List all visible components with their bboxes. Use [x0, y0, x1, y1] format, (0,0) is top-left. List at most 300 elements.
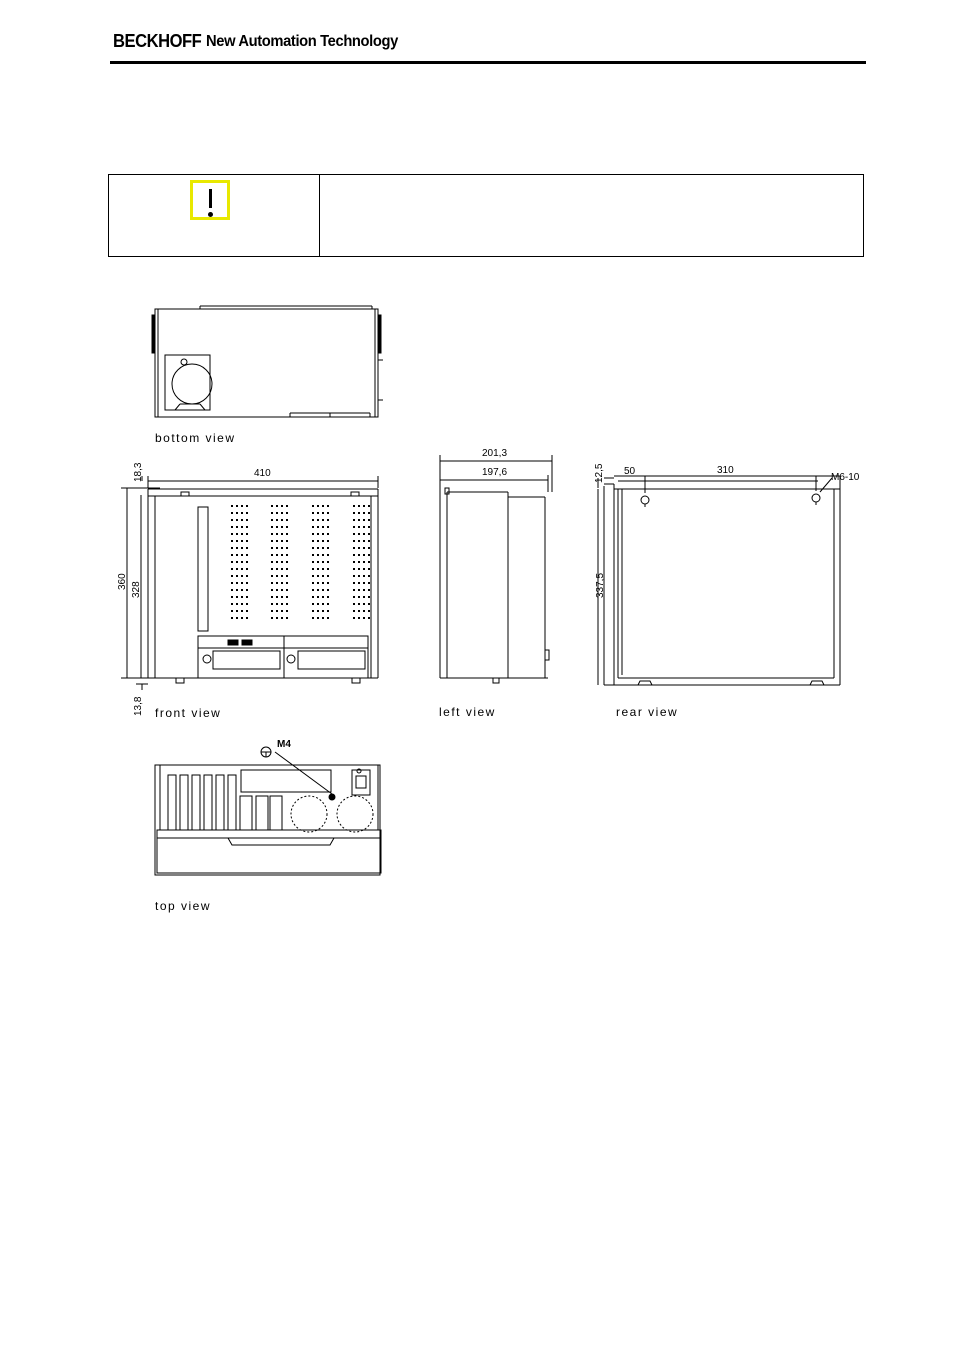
- vent-hole: [363, 547, 365, 549]
- vent-hole: [276, 533, 278, 535]
- vent-hole: [281, 519, 283, 521]
- vent-hole: [322, 547, 324, 549]
- vent-hole: [363, 603, 365, 605]
- left-view-drawing: [440, 455, 552, 683]
- vent-hole: [231, 533, 233, 535]
- dim-left-depth-outer: 201,3: [482, 448, 508, 459]
- vent-hole: [241, 512, 243, 514]
- vent-hole: [236, 568, 238, 570]
- vent-hole: [276, 575, 278, 577]
- vent-hole: [271, 554, 273, 556]
- vent-hole: [271, 505, 273, 507]
- vent-hole: [327, 540, 329, 542]
- vent-hole: [286, 617, 288, 619]
- brand-logo: BECKHOFF: [113, 31, 202, 51]
- vent-hole: [276, 582, 278, 584]
- vent-hole: [353, 547, 355, 549]
- vent-hole: [241, 505, 243, 507]
- vent-hole: [358, 610, 360, 612]
- vent-hole: [312, 617, 314, 619]
- vent-hole: [312, 575, 314, 577]
- vent-hole: [281, 610, 283, 612]
- vent-hole: [241, 519, 243, 521]
- vent-hole: [312, 554, 314, 556]
- vent-hole: [241, 568, 243, 570]
- vent-hole: [322, 617, 324, 619]
- vent-hole: [317, 568, 319, 570]
- vent-hole: [322, 561, 324, 563]
- vent-hole: [276, 603, 278, 605]
- vent-hole: [358, 512, 360, 514]
- vent-hole: [286, 505, 288, 507]
- vent-hole: [322, 596, 324, 598]
- vent-hole: [276, 610, 278, 612]
- vent-hole: [327, 617, 329, 619]
- vent-hole: [327, 526, 329, 528]
- vent-hole: [246, 554, 248, 556]
- vent-hole: [368, 547, 370, 549]
- dim-rear-hole-spacing: 310: [717, 465, 734, 476]
- vent-hole: [353, 533, 355, 535]
- vent-hole: [236, 519, 238, 521]
- vent-hole: [312, 561, 314, 563]
- vent-hole: [312, 603, 314, 605]
- vent-hole: [312, 596, 314, 598]
- vent-hole: [286, 596, 288, 598]
- vent-hole: [327, 505, 329, 507]
- vent-hole: [271, 582, 273, 584]
- vent-hole: [246, 582, 248, 584]
- vent-hole: [281, 540, 283, 542]
- vent-hole: [317, 610, 319, 612]
- vent-hole: [241, 582, 243, 584]
- vent-hole: [363, 533, 365, 535]
- dim-front-bottom-offset: 13,8: [133, 696, 144, 716]
- vent-hole: [281, 568, 283, 570]
- vent-hole: [236, 575, 238, 577]
- vent-hole: [317, 533, 319, 535]
- vent-hole: [322, 589, 324, 591]
- vent-hole: [317, 582, 319, 584]
- vent-hole: [368, 505, 370, 507]
- vent-hole: [246, 575, 248, 577]
- vent-hole: [271, 589, 273, 591]
- vent-hole: [353, 512, 355, 514]
- vent-hole: [271, 526, 273, 528]
- vent-hole: [231, 512, 233, 514]
- front-view-vent-grid: [231, 505, 370, 619]
- vent-hole: [241, 610, 243, 612]
- vent-hole: [246, 617, 248, 619]
- vent-hole: [286, 512, 288, 514]
- exclamation-bar: [209, 189, 212, 208]
- vent-hole: [353, 610, 355, 612]
- vent-hole: [276, 554, 278, 556]
- vent-hole: [363, 561, 365, 563]
- vent-hole: [271, 575, 273, 577]
- vent-hole: [246, 603, 248, 605]
- vent-hole: [358, 526, 360, 528]
- vent-hole: [231, 554, 233, 556]
- page-header: [110, 28, 866, 64]
- vent-hole: [241, 526, 243, 528]
- vent-hole: [286, 561, 288, 563]
- vent-hole: [281, 617, 283, 619]
- vent-hole: [327, 519, 329, 521]
- vent-hole: [231, 603, 233, 605]
- vent-hole: [327, 575, 329, 577]
- vent-hole: [322, 512, 324, 514]
- rear-view-drawing: [598, 476, 840, 685]
- vent-hole: [363, 568, 365, 570]
- vent-hole: [236, 596, 238, 598]
- dim-rear-height: 337,5: [595, 572, 606, 598]
- vent-hole: [363, 512, 365, 514]
- vent-hole: [353, 596, 355, 598]
- vent-hole: [236, 512, 238, 514]
- vent-hole: [246, 561, 248, 563]
- vent-hole: [317, 547, 319, 549]
- vent-hole: [312, 547, 314, 549]
- vent-hole: [353, 603, 355, 605]
- vent-hole: [322, 575, 324, 577]
- vent-hole: [241, 596, 243, 598]
- vent-hole: [358, 540, 360, 542]
- vent-hole: [231, 575, 233, 577]
- vent-hole: [276, 526, 278, 528]
- vent-hole: [358, 561, 360, 563]
- vent-hole: [368, 589, 370, 591]
- rear-view-label: rear view: [616, 705, 679, 719]
- vent-hole: [276, 512, 278, 514]
- vent-hole: [231, 589, 233, 591]
- vent-hole: [281, 547, 283, 549]
- vent-hole: [271, 596, 273, 598]
- vent-hole: [241, 540, 243, 542]
- vent-hole: [322, 582, 324, 584]
- vent-hole: [353, 554, 355, 556]
- vent-hole: [231, 561, 233, 563]
- vent-hole: [312, 519, 314, 521]
- vent-hole: [312, 589, 314, 591]
- vent-hole: [281, 526, 283, 528]
- vent-hole: [271, 547, 273, 549]
- vent-hole: [271, 568, 273, 570]
- vent-hole: [317, 554, 319, 556]
- vent-hole: [286, 575, 288, 577]
- vent-hole: [246, 610, 248, 612]
- vent-hole: [322, 540, 324, 542]
- vent-hole: [368, 603, 370, 605]
- vent-hole: [271, 519, 273, 521]
- vent-hole: [241, 561, 243, 563]
- vent-hole: [236, 540, 238, 542]
- vent-hole: [281, 596, 283, 598]
- vent-hole: [327, 596, 329, 598]
- vent-hole: [363, 596, 365, 598]
- vent-hole: [368, 582, 370, 584]
- vent-hole: [358, 554, 360, 556]
- vent-hole: [368, 568, 370, 570]
- vent-hole: [353, 526, 355, 528]
- vent-hole: [286, 589, 288, 591]
- vent-hole: [241, 589, 243, 591]
- vent-hole: [241, 603, 243, 605]
- vent-hole: [322, 526, 324, 528]
- vent-hole: [327, 568, 329, 570]
- vent-hole: [353, 589, 355, 591]
- vent-hole: [231, 568, 233, 570]
- vent-hole: [286, 603, 288, 605]
- vent-hole: [358, 533, 360, 535]
- vent-hole: [236, 554, 238, 556]
- vent-hole: [286, 568, 288, 570]
- vent-hole: [241, 547, 243, 549]
- vent-hole: [368, 575, 370, 577]
- top-view-label: top view: [155, 899, 212, 913]
- vent-hole: [368, 610, 370, 612]
- vent-hole: [363, 575, 365, 577]
- vent-hole: [358, 547, 360, 549]
- vent-hole: [286, 533, 288, 535]
- vent-hole: [368, 512, 370, 514]
- vent-hole: [231, 540, 233, 542]
- vent-hole: [353, 582, 355, 584]
- vent-hole: [271, 561, 273, 563]
- vent-hole: [236, 505, 238, 507]
- vent-hole: [317, 603, 319, 605]
- attention-icon-cell: [109, 175, 320, 256]
- vent-hole: [327, 554, 329, 556]
- vent-hole: [236, 589, 238, 591]
- vent-hole: [281, 505, 283, 507]
- dim-front-height: 360: [117, 573, 128, 590]
- vent-hole: [317, 596, 319, 598]
- vent-hole: [286, 519, 288, 521]
- vent-hole: [246, 547, 248, 549]
- vent-hole: [353, 561, 355, 563]
- vent-hole: [327, 589, 329, 591]
- attention-note-table: [108, 174, 864, 257]
- vent-hole: [246, 526, 248, 528]
- vent-hole: [358, 568, 360, 570]
- vent-hole: [312, 526, 314, 528]
- dim-top-screw-label: M4: [277, 739, 291, 750]
- vent-hole: [236, 617, 238, 619]
- header-divider: [110, 61, 866, 64]
- vent-hole: [246, 568, 248, 570]
- vent-hole: [281, 603, 283, 605]
- vent-hole: [236, 561, 238, 563]
- bottom-view-drawing: [152, 306, 383, 417]
- vent-hole: [353, 575, 355, 577]
- vent-hole: [363, 540, 365, 542]
- vent-hole: [327, 512, 329, 514]
- vent-hole: [246, 533, 248, 535]
- vent-hole: [236, 582, 238, 584]
- vent-hole: [327, 533, 329, 535]
- vent-hole: [246, 505, 248, 507]
- vent-hole: [276, 617, 278, 619]
- attention-icon: [190, 180, 230, 220]
- vent-hole: [281, 582, 283, 584]
- top-view-drawing: [155, 747, 381, 875]
- vent-hole: [317, 617, 319, 619]
- vent-hole: [246, 512, 248, 514]
- vent-hole: [368, 554, 370, 556]
- vent-hole: [281, 554, 283, 556]
- vent-hole: [276, 540, 278, 542]
- vent-hole: [322, 603, 324, 605]
- vent-hole: [271, 533, 273, 535]
- vent-hole: [363, 617, 365, 619]
- vent-hole: [312, 582, 314, 584]
- vent-hole: [368, 561, 370, 563]
- vent-hole: [246, 596, 248, 598]
- dim-rear-top-offset: 12,5: [594, 463, 605, 483]
- vent-hole: [246, 540, 248, 542]
- vent-hole: [358, 603, 360, 605]
- vent-hole: [358, 575, 360, 577]
- vent-hole: [358, 596, 360, 598]
- exclamation-dot: [208, 212, 213, 217]
- vent-hole: [236, 547, 238, 549]
- vent-hole: [286, 526, 288, 528]
- vent-hole: [241, 575, 243, 577]
- vent-hole: [358, 617, 360, 619]
- dimension-drawing: [0, 290, 954, 930]
- vent-hole: [276, 505, 278, 507]
- vent-hole: [271, 603, 273, 605]
- vent-hole: [368, 596, 370, 598]
- vent-hole: [317, 575, 319, 577]
- vent-hole: [322, 554, 324, 556]
- vent-hole: [281, 512, 283, 514]
- left-view-label: left view: [439, 705, 496, 719]
- vent-hole: [327, 603, 329, 605]
- vent-hole: [281, 575, 283, 577]
- vent-hole: [276, 589, 278, 591]
- vent-hole: [363, 589, 365, 591]
- vent-hole: [312, 505, 314, 507]
- vent-hole: [231, 519, 233, 521]
- vent-hole: [312, 610, 314, 612]
- vent-hole: [236, 533, 238, 535]
- vent-hole: [317, 526, 319, 528]
- vent-hole: [368, 533, 370, 535]
- vent-hole: [276, 561, 278, 563]
- vent-hole: [322, 533, 324, 535]
- dim-front-top-offset: 18,3: [133, 462, 144, 482]
- vent-hole: [236, 603, 238, 605]
- vent-hole: [353, 519, 355, 521]
- vent-hole: [353, 568, 355, 570]
- front-view-drawing: [121, 476, 378, 690]
- vent-hole: [246, 519, 248, 521]
- vent-hole: [353, 540, 355, 542]
- vent-hole: [241, 554, 243, 556]
- vent-hole: [363, 582, 365, 584]
- vent-hole: [286, 610, 288, 612]
- brand-tagline: New Automation Technology: [206, 33, 398, 50]
- vent-hole: [368, 519, 370, 521]
- vent-hole: [286, 540, 288, 542]
- front-view-label: front view: [155, 706, 222, 720]
- vent-hole: [271, 540, 273, 542]
- vent-hole: [368, 526, 370, 528]
- vent-hole: [353, 617, 355, 619]
- bottom-view-label: bottom view: [155, 431, 236, 445]
- vent-hole: [312, 568, 314, 570]
- vent-hole: [327, 561, 329, 563]
- vent-hole: [358, 589, 360, 591]
- dim-left-depth-inner: 197,6: [482, 467, 508, 478]
- vent-hole: [271, 512, 273, 514]
- vent-hole: [327, 582, 329, 584]
- vent-hole: [368, 617, 370, 619]
- vent-hole: [317, 540, 319, 542]
- vent-hole: [317, 512, 319, 514]
- vent-hole: [322, 610, 324, 612]
- vent-hole: [231, 582, 233, 584]
- vent-hole: [246, 589, 248, 591]
- vent-hole: [236, 526, 238, 528]
- vent-hole: [368, 540, 370, 542]
- vent-hole: [363, 610, 365, 612]
- vent-hole: [358, 582, 360, 584]
- vent-hole: [241, 617, 243, 619]
- vent-hole: [286, 547, 288, 549]
- vent-hole: [363, 505, 365, 507]
- vent-hole: [322, 505, 324, 507]
- dim-front-inner-height: 328: [131, 581, 142, 598]
- vent-hole: [286, 554, 288, 556]
- vent-hole: [231, 610, 233, 612]
- vent-hole: [363, 519, 365, 521]
- vent-hole: [236, 610, 238, 612]
- attention-text-cell: [320, 175, 863, 256]
- vent-hole: [231, 526, 233, 528]
- vent-hole: [358, 505, 360, 507]
- dim-rear-hole-label: M6-10: [831, 472, 860, 483]
- vent-hole: [281, 589, 283, 591]
- vent-hole: [231, 596, 233, 598]
- vent-hole: [317, 561, 319, 563]
- vent-hole: [231, 505, 233, 507]
- vent-hole: [358, 519, 360, 521]
- vent-hole: [312, 540, 314, 542]
- vent-hole: [317, 519, 319, 521]
- vent-hole: [312, 533, 314, 535]
- vent-hole: [276, 568, 278, 570]
- vent-hole: [281, 533, 283, 535]
- vent-hole: [286, 582, 288, 584]
- vent-hole: [327, 610, 329, 612]
- vent-hole: [327, 547, 329, 549]
- vent-hole: [363, 526, 365, 528]
- vent-hole: [271, 617, 273, 619]
- vent-hole: [271, 610, 273, 612]
- vent-hole: [312, 512, 314, 514]
- vent-hole: [281, 561, 283, 563]
- vent-hole: [317, 505, 319, 507]
- vent-hole: [276, 519, 278, 521]
- vent-hole: [276, 547, 278, 549]
- dim-rear-left-offset: 50: [624, 466, 636, 477]
- vent-hole: [353, 505, 355, 507]
- vent-hole: [322, 519, 324, 521]
- vent-hole: [241, 533, 243, 535]
